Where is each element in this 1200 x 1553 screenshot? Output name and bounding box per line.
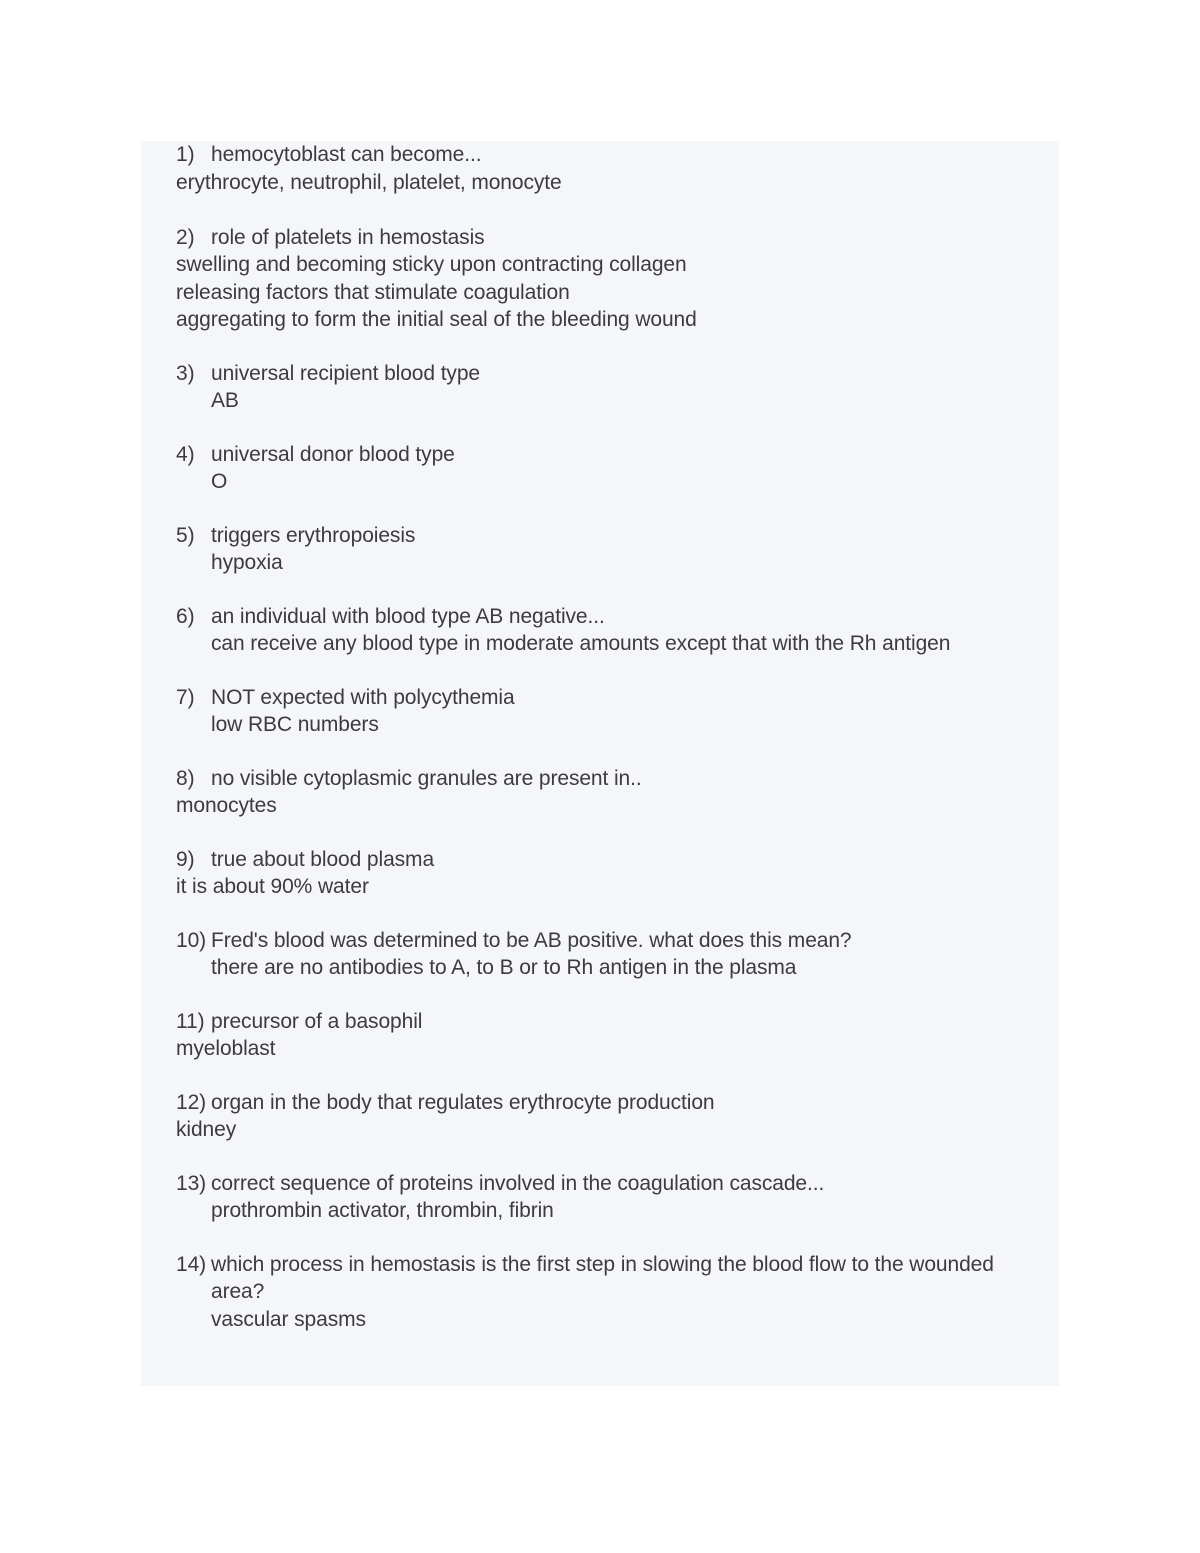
question-item-14 bbox=[176, 1251, 1056, 1334]
answer-text: prothrombin activator, thrombin, fibrin bbox=[211, 1199, 554, 1222]
question-number: 4) bbox=[176, 442, 195, 466]
question-text: Fred's blood was determined to be AB positive. what does this mean? bbox=[211, 928, 852, 952]
question-text: universal donor blood type bbox=[211, 442, 455, 466]
question-text: organ in the body that regulates erythrocyte production bbox=[211, 1090, 715, 1114]
question-item-2 bbox=[176, 224, 1056, 334]
question-number: 3) bbox=[176, 361, 195, 385]
answer-text: O bbox=[211, 470, 228, 493]
question-number: 12) bbox=[176, 1090, 207, 1114]
question-text: precursor of a basophil bbox=[211, 1009, 423, 1033]
answer-text: erythrocyte, neutrophil, platelet, monocyte bbox=[176, 170, 562, 194]
question-text: which process in hemostasis is the first step in slowing the blood flow to the wounded area? bbox=[211, 1252, 994, 1303]
answer-text: monocytes bbox=[176, 794, 277, 817]
question-item-1 bbox=[176, 141, 1056, 196]
question-number: 13) bbox=[176, 1171, 207, 1195]
question-number: 14) bbox=[176, 1252, 207, 1276]
question-item-7 bbox=[176, 684, 1056, 739]
question-item-10 bbox=[176, 927, 1056, 982]
answer-text: AB bbox=[211, 389, 239, 412]
answer-text: low RBC numbers bbox=[211, 713, 379, 736]
question-number: 8) bbox=[176, 766, 195, 790]
answer-text: vascular spasms bbox=[211, 1307, 366, 1331]
answer-text: kidney bbox=[176, 1118, 237, 1141]
question-text: no visible cytoplasmic granules are present in.. bbox=[211, 766, 642, 790]
question-item-12 bbox=[176, 1089, 1056, 1144]
question-number: 7) bbox=[176, 685, 195, 709]
question-text: universal recipient blood type bbox=[211, 361, 480, 385]
question-number: 1) bbox=[176, 143, 195, 166]
answer-text: myeloblast bbox=[176, 1037, 276, 1060]
question-item-13 bbox=[176, 1170, 1056, 1225]
question-number: 10) bbox=[176, 928, 207, 952]
question-text: role of platelets in hemostasis bbox=[211, 225, 485, 249]
question-list bbox=[176, 141, 1056, 1333]
question-text: true about blood plasma bbox=[211, 847, 435, 871]
question-number: 6) bbox=[176, 604, 195, 628]
question-text: NOT expected with polycythemia bbox=[211, 685, 515, 709]
answer-text: aggregating to form the initial seal of the bleeding wound bbox=[176, 308, 697, 331]
question-item-5 bbox=[176, 522, 1056, 577]
question-item-9 bbox=[176, 846, 1056, 901]
question-item-8 bbox=[176, 765, 1056, 820]
question-item-6 bbox=[176, 603, 1056, 658]
answer-text: can receive any blood type in moderate amounts except that with the Rh antigen bbox=[211, 632, 951, 655]
question-number: 5) bbox=[176, 523, 195, 547]
question-item-11 bbox=[176, 1008, 1056, 1063]
question-text: triggers erythropoiesis bbox=[211, 523, 416, 547]
answer-text: hypoxia bbox=[211, 551, 283, 574]
question-item-3 bbox=[176, 360, 1056, 415]
question-number: 9) bbox=[176, 847, 195, 871]
answer-text: there are no antibodies to A, to B or to Rh antigen in the plasma bbox=[211, 956, 797, 979]
answer-text: swelling and becoming sticky upon contracting collagen bbox=[176, 253, 687, 276]
question-text: an individual with blood type AB negative... bbox=[211, 604, 605, 628]
question-text: correct sequence of proteins involved in the coagulation cascade... bbox=[211, 1171, 825, 1195]
answer-text: it is about 90% water bbox=[176, 875, 369, 898]
question-number: 2) bbox=[176, 225, 195, 249]
question-text: hemocytoblast can become... bbox=[211, 143, 482, 166]
question-item-4 bbox=[176, 441, 1056, 496]
answer-text: releasing factors that stimulate coagulation bbox=[176, 280, 570, 304]
question-number: 11) bbox=[176, 1009, 205, 1033]
